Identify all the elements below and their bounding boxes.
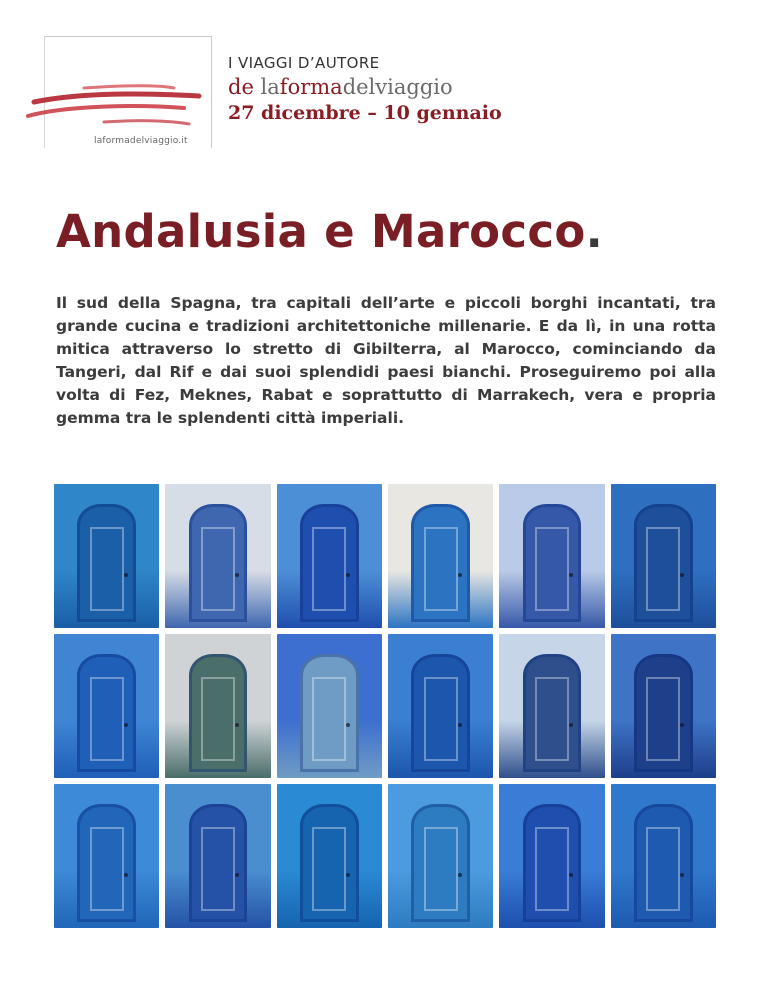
door-panel: [90, 527, 124, 611]
brand-part-forma: forma: [279, 75, 343, 99]
title-text: Andalusia e Marocco: [56, 205, 586, 258]
door-photo: [499, 784, 604, 928]
series-label: I VIAGGI D’AUTORE: [228, 54, 380, 72]
door-panel: [312, 527, 346, 611]
door-photo: [499, 484, 604, 628]
door-photo: [54, 634, 159, 778]
door-photo: [277, 634, 382, 778]
door-panel: [535, 527, 569, 611]
door-photo: [165, 634, 270, 778]
door-panel: [312, 827, 346, 911]
door-panel: [424, 677, 458, 761]
door-panel: [90, 677, 124, 761]
door-panel: [646, 527, 680, 611]
brand-part-la: la: [260, 75, 280, 99]
logo: [24, 36, 214, 154]
door-photo: [277, 784, 382, 928]
title-dot: .: [585, 205, 603, 258]
door-panel: [424, 827, 458, 911]
page-title: [56, 205, 603, 258]
logo-caption: laformadelviaggio.it: [94, 136, 188, 146]
door-photo: [388, 634, 493, 778]
door-photo: [611, 784, 716, 928]
door-panel: [646, 677, 680, 761]
door-panel: [646, 827, 680, 911]
door-photo: [54, 784, 159, 928]
brand-name: [228, 75, 453, 99]
door-panel: [535, 677, 569, 761]
door-panel: [535, 827, 569, 911]
door-photo: [165, 484, 270, 628]
door-photo: [499, 634, 604, 778]
brand-prefix: de: [228, 75, 261, 99]
door-photo: [388, 784, 493, 928]
door-photo: [54, 484, 159, 628]
door-photo: [388, 484, 493, 628]
door-photo: [611, 484, 716, 628]
door-panel: [90, 827, 124, 911]
doors-photo-collage: [54, 484, 716, 928]
intro-paragraph: Il sud della Spagna, tra capitali dell’arte e piccoli borghi incantati, tra grande cucina e tradizioni architettoniche millenarie. E da lì, in una rotta mitica attraverso lo stretto di Gibilterra, al Marocco, cominciando da Tangeri, dal Rif e dai suoi splendidi paesi bianchi. Proseguiremo poi alla volta di Fez, Meknes, Rabat e soprattutto di Marrakech, vera e propria gemma tra le splendenti città imperiali.: [56, 294, 716, 427]
door-photo: [611, 634, 716, 778]
door-panel: [201, 827, 235, 911]
trip-dates: 27 dicembre – 10 gennaio: [228, 102, 502, 124]
brand-part-delviaggio: delviaggio: [342, 75, 453, 99]
door-photo: [277, 484, 382, 628]
door-panel: [312, 677, 346, 761]
door-panel: [424, 527, 458, 611]
door-panel: [201, 527, 235, 611]
door-panel: [201, 677, 235, 761]
door-photo: [165, 784, 270, 928]
